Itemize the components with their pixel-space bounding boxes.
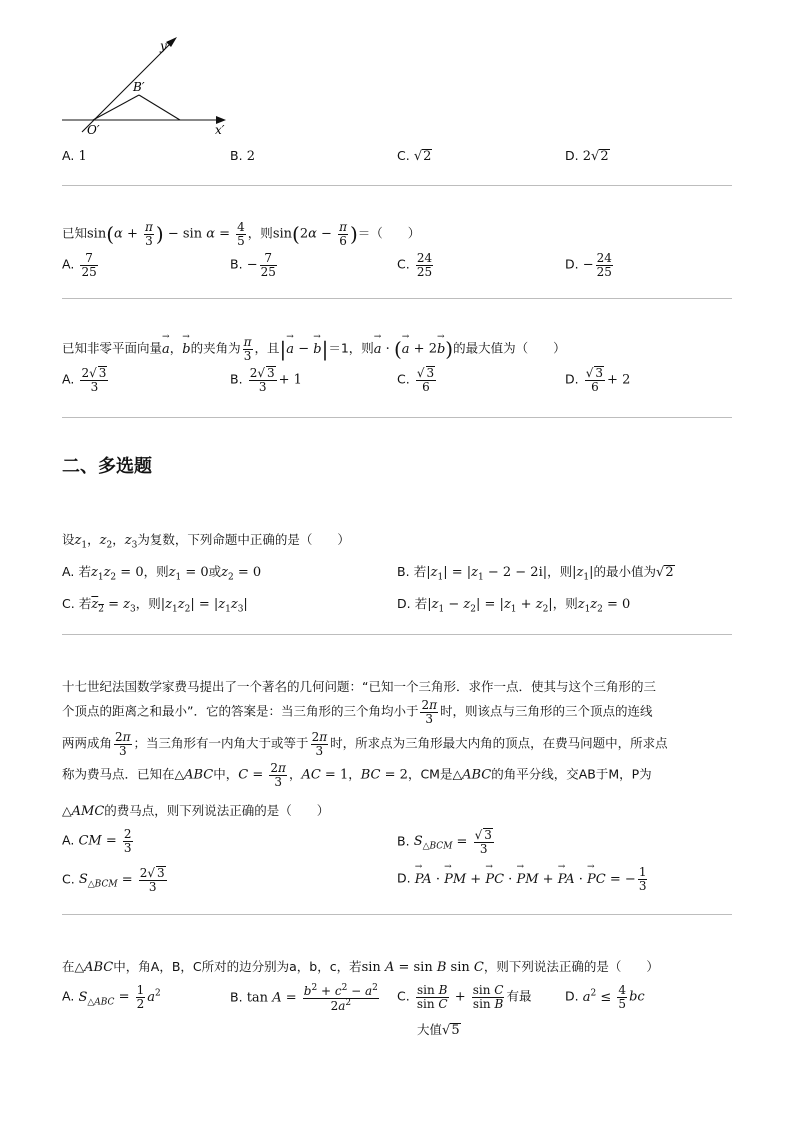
text: 的夹角为: [190, 340, 241, 356]
equals: =: [214, 226, 235, 242]
text: 在△: [62, 959, 85, 974]
triangle-abc: ABC: [84, 960, 114, 975]
text: 两两成角: [62, 735, 113, 751]
expr: $|z_1 - z_2| = |z_1 + z_2|$: [427, 597, 553, 615]
q2-option-c[interactable]: [397, 366, 438, 394]
option-label: B.: [230, 148, 243, 163]
text: 已知: [62, 225, 88, 241]
alpha: α: [114, 226, 123, 242]
sqrt-sign: √: [442, 1023, 451, 1038]
q4-line1: 十七世纪法国数学家费马提出了一个著名的几何问题：“已知一个三角形．求作一点．使其与这个三角形的三: [62, 679, 656, 694]
option-label: A.: [62, 371, 75, 387]
paren: (: [292, 222, 300, 247]
text: 时，则该点与三角形的三个顶点的连线: [440, 703, 653, 719]
alpha: α: [206, 226, 215, 242]
segment-bx: [139, 95, 180, 120]
fraction: $\frac{\pi}{3}$: [243, 335, 252, 363]
option-label: C.: [397, 371, 410, 387]
expr: $S_{\triangle ABC}$: [78, 989, 115, 1008]
sin: sin: [272, 226, 293, 242]
y-axis-label: y′: [160, 39, 170, 53]
expr: $a^2$ ≤: [582, 988, 616, 1005]
expr: $z_2 = z_3$: [91, 597, 136, 615]
divider: [62, 417, 732, 418]
divider: [62, 185, 732, 186]
q2-option-a[interactable]: [62, 366, 110, 394]
paren: (: [393, 337, 402, 362]
sin: sin: [182, 226, 203, 242]
text: ，: [169, 340, 183, 356]
option-label: B.: [230, 256, 243, 272]
z2: $z_2$: [99, 533, 113, 551]
text: 设: [62, 532, 75, 547]
q2-option-b[interactable]: [230, 366, 302, 394]
angle-c: C: [238, 767, 249, 783]
minus: −: [294, 341, 314, 357]
vector-a: → a: [402, 342, 410, 357]
expr: $z_2 = 0$: [221, 565, 262, 583]
fraction: $\frac{\text{sin B}}{\text{sin C}}$: [416, 983, 448, 1011]
q4-option-d[interactable]: [397, 866, 649, 892]
text: ＝1，则: [328, 340, 374, 356]
text: ，则: [247, 225, 273, 241]
option-label: D.: [397, 870, 411, 886]
prev-option-b[interactable]: [230, 148, 255, 164]
fraction: $\frac{2√ 3}{3}$: [249, 366, 275, 395]
radicand: 5: [451, 1023, 460, 1038]
expr: $z_1z_2 = 0$: [90, 565, 144, 583]
q1-option-d[interactable]: [565, 252, 615, 278]
fraction: $\frac{24}{25}$: [416, 251, 433, 279]
q1-option-b[interactable]: [230, 252, 279, 278]
fraction: $\frac{\text{sin C}}{\text{sin B}}$: [472, 983, 504, 1011]
divider: [62, 298, 732, 299]
option-label: A.: [62, 564, 75, 579]
text: ，则: [135, 596, 161, 611]
q5-option-a[interactable]: A. $S_{\triangle ABC}$ = $\frac{1}{2}$ $a^2$: [62, 983, 161, 1011]
add-term: + 1: [278, 372, 302, 388]
fraction: $\frac{2√ 3}{3}$: [81, 366, 107, 395]
fraction: $\frac{4}{5}$: [237, 220, 245, 248]
alpha: α: [308, 226, 317, 242]
paren: (: [106, 222, 115, 247]
q4-option-c[interactable]: C. $S_{\triangle BCM}$ = $\frac{2√ 3}{3}$: [62, 866, 165, 895]
side-ac: AC: [301, 767, 321, 783]
text: ＝（ ）: [357, 225, 421, 241]
text: 称为费马点．已知在△: [62, 766, 185, 782]
paren: ): [349, 222, 358, 247]
fraction: $\frac{√ 3}{6}$: [585, 366, 604, 395]
minus: −: [246, 257, 258, 273]
fraction: $\frac{\pi}{6}$: [339, 220, 347, 248]
expr: $S_{\triangle BCM}$: [78, 872, 118, 890]
expr: → PA · → PM + → PC · → PM + → PA · → PC = −: [415, 872, 636, 887]
text: 中，: [213, 766, 239, 782]
minus: −: [316, 226, 337, 242]
fraction: $\frac{1}{2}$: [136, 983, 145, 1011]
text: 或: [208, 564, 222, 579]
text: ；当三角形有一内角大于或等于: [133, 735, 309, 751]
text: △: [62, 803, 72, 818]
text: 大值: [417, 1022, 443, 1037]
q5-stem: [62, 957, 659, 975]
radicand: 2: [600, 149, 609, 164]
fraction: $\frac{7}{25}$: [81, 251, 97, 279]
option-label: C.: [397, 256, 410, 272]
q2-stem: [62, 336, 566, 362]
fraction: $\frac{b^2 + c^2 - a^2}{2a^2}$: [303, 983, 378, 1013]
divider: [62, 634, 732, 635]
text: 个顶点的距离之和最小”．它的答案是：当三角形的三个角均小于: [62, 703, 419, 719]
add-term: + 2: [607, 372, 631, 388]
q4-line3: [62, 731, 668, 757]
text: 若: [414, 596, 428, 611]
z1: $z_1$: [74, 533, 88, 551]
fraction: $\frac{2\pi}{3}$: [270, 761, 286, 789]
q1-stem: [62, 221, 420, 247]
text: ，CM是△: [407, 766, 463, 782]
q1-option-c[interactable]: [397, 252, 435, 278]
plus: +: [122, 226, 142, 242]
paren: ): [445, 337, 454, 362]
q4-line2: [62, 699, 653, 725]
text: 时，所求点为三角形最大内角的顶点，在费马问题中，所求点: [330, 735, 668, 751]
triangle-amc: AMC: [71, 804, 105, 819]
option-label: B.: [230, 371, 243, 387]
option-label: D.: [397, 596, 411, 611]
divider: [62, 914, 732, 915]
radicand: 2: [665, 565, 674, 580]
side-bc: BC: [360, 767, 381, 783]
option-label: A.: [62, 832, 75, 848]
option-label: D.: [565, 148, 579, 163]
q4-option-a[interactable]: A. CM = $\frac{2}{3}$: [62, 827, 132, 855]
expr: $|z_1|$: [572, 565, 594, 583]
vector-a: → a: [286, 342, 294, 357]
q1-option-a[interactable]: [62, 252, 100, 278]
text: ，则: [552, 596, 578, 611]
expr: tan A =: [246, 990, 301, 1006]
option-value: 1: [78, 149, 87, 164]
fraction: $\frac{2\pi}{3}$: [115, 730, 131, 758]
prev-option-d[interactable]: [565, 148, 610, 164]
oblique-axis-figure: [60, 36, 240, 140]
q5-option-c[interactable]: C. $\frac{\text{sin B}}{\text{sin C}}$ + $\frac{\text{sin C}}{\text{sin B}}$ 有最: [397, 983, 532, 1011]
text: 的角平分线，交AB于M，P为: [491, 766, 652, 782]
minus: −: [163, 226, 183, 242]
minus: −: [582, 257, 594, 273]
option-label: C.: [62, 596, 75, 611]
sin: sin: [87, 226, 107, 242]
text: 已知非零平面向量: [62, 340, 163, 356]
text: 的最小值为: [593, 564, 657, 579]
q5-option-b[interactable]: [230, 984, 381, 1012]
triangle-abc: ABC: [462, 767, 492, 783]
vector-b: → b: [313, 342, 321, 357]
expr: $z_1 = 0$: [168, 565, 209, 583]
option-label: D.: [565, 256, 579, 272]
paren: ): [155, 222, 164, 247]
two: 2: [428, 341, 437, 357]
prev-option-c[interactable]: [397, 148, 432, 164]
point-b-label: B′: [133, 80, 145, 94]
q3-option-c[interactable]: [62, 594, 248, 615]
expr: CM: [78, 833, 102, 849]
triangle-abc: ABC: [184, 767, 214, 783]
q4-option-b[interactable]: B. $S_{\triangle BCM}$ = $\frac{√ 3}{3}$: [397, 828, 492, 857]
vector-b: → b: [182, 342, 190, 357]
text: ，且: [254, 340, 280, 356]
option-value: 2: [423, 149, 432, 164]
text: 中，角A，B，C所对的边分别为a，b，c，若: [113, 959, 362, 974]
option-label: B.: [230, 989, 243, 1005]
q3-option-a[interactable]: [62, 562, 261, 583]
fraction: $\frac{2\pi}{3}$: [311, 730, 328, 758]
text: ，则: [547, 564, 573, 579]
text: 为复数，下列命题中正确的是（ ）: [137, 532, 350, 547]
q3-stem: [62, 530, 350, 551]
q4-line4: 称为费马点．已知在△ABC中，C = $\frac{2\pi}{3}$ ，AC = 1，BC = 2，CM是△ABC的角平分线，交AB于M，P为: [62, 761, 652, 789]
fraction: $\frac{2√ 3}{3}$: [139, 866, 165, 895]
text: 若: [78, 596, 92, 611]
text: ，则: [143, 564, 169, 579]
sqrt-sign: √: [413, 149, 423, 164]
text: ，: [288, 766, 302, 782]
option-label: B.: [397, 833, 410, 849]
dot: ·: [381, 341, 394, 357]
option-label: D.: [565, 371, 579, 387]
option-label: B.: [397, 564, 410, 579]
option-label: A.: [62, 148, 75, 163]
q2-option-d[interactable]: [565, 366, 630, 394]
option-value: 2: [582, 149, 592, 164]
option-value: 2: [246, 149, 255, 164]
fraction: $\frac{24}{25}$: [596, 251, 612, 279]
z3: $z_3$: [124, 533, 138, 551]
expr: $z_1z_2 = 0$: [577, 597, 631, 615]
option-label: A.: [62, 988, 75, 1004]
expr: sin A = sin B sin C: [361, 960, 484, 975]
sqrt-sign: √: [591, 149, 600, 164]
q3-option-b[interactable]: [397, 562, 675, 583]
vector-a: → a: [374, 342, 382, 357]
fraction: $\frac{2\pi}{3}$: [421, 698, 438, 726]
sqrt-sign: √: [656, 565, 665, 580]
text: ，则下列说法正确的是（ ）: [483, 959, 659, 974]
text: ，: [348, 766, 361, 782]
expr: $|z_1z_2| = |z_1z_3|$: [160, 597, 248, 615]
q5-option-c-line2: [417, 1020, 461, 1038]
text: 有最: [506, 988, 532, 1004]
expr: $|z_1| = |z_1 - 2 - 2i|$: [426, 565, 548, 583]
q3-option-d[interactable]: [397, 594, 630, 615]
vector-b: → b: [437, 342, 445, 357]
fraction: $\frac{2}{3}$: [123, 827, 132, 855]
option-label: C.: [397, 988, 410, 1004]
expr: $S_{\triangle BCM}$: [413, 834, 453, 852]
fraction: $\frac{\pi}{3}$: [144, 220, 153, 248]
abs-bar: |: [279, 337, 287, 362]
text: 若: [78, 564, 91, 579]
text: 的费马点，则下列说法正确的是（ ）: [104, 803, 330, 818]
fraction: $\frac{1}{3}$: [638, 865, 647, 893]
fraction: $\frac{7}{25}$: [260, 251, 276, 279]
origin-label: O′: [87, 123, 100, 137]
option-label: A.: [62, 256, 75, 272]
fraction: $\frac{√ 3}{6}$: [416, 366, 435, 395]
option-label: C.: [62, 871, 75, 887]
text: 的最大值为（ ）: [453, 340, 566, 356]
abs-bar: |: [321, 337, 329, 362]
vector-a: → a: [162, 342, 170, 357]
option-label: C.: [397, 148, 410, 163]
text: ，: [112, 532, 125, 547]
prev-option-a[interactable]: [62, 148, 87, 164]
fraction: $\frac{4}{5}$: [618, 983, 627, 1011]
text: 若: [413, 564, 427, 579]
text: ，: [87, 532, 100, 547]
q4-line5: [62, 801, 329, 819]
plus: +: [409, 341, 429, 357]
option-label: D.: [565, 988, 579, 1004]
two: 2: [299, 226, 309, 242]
section-title: 二、多选题: [62, 456, 152, 477]
fraction: $\frac{√ 3}{3}$: [474, 828, 492, 857]
x-axis-label: x′: [215, 123, 225, 137]
q5-option-d[interactable]: D. $a^2$ ≤ $\frac{4}{5}$ bc: [565, 983, 645, 1011]
